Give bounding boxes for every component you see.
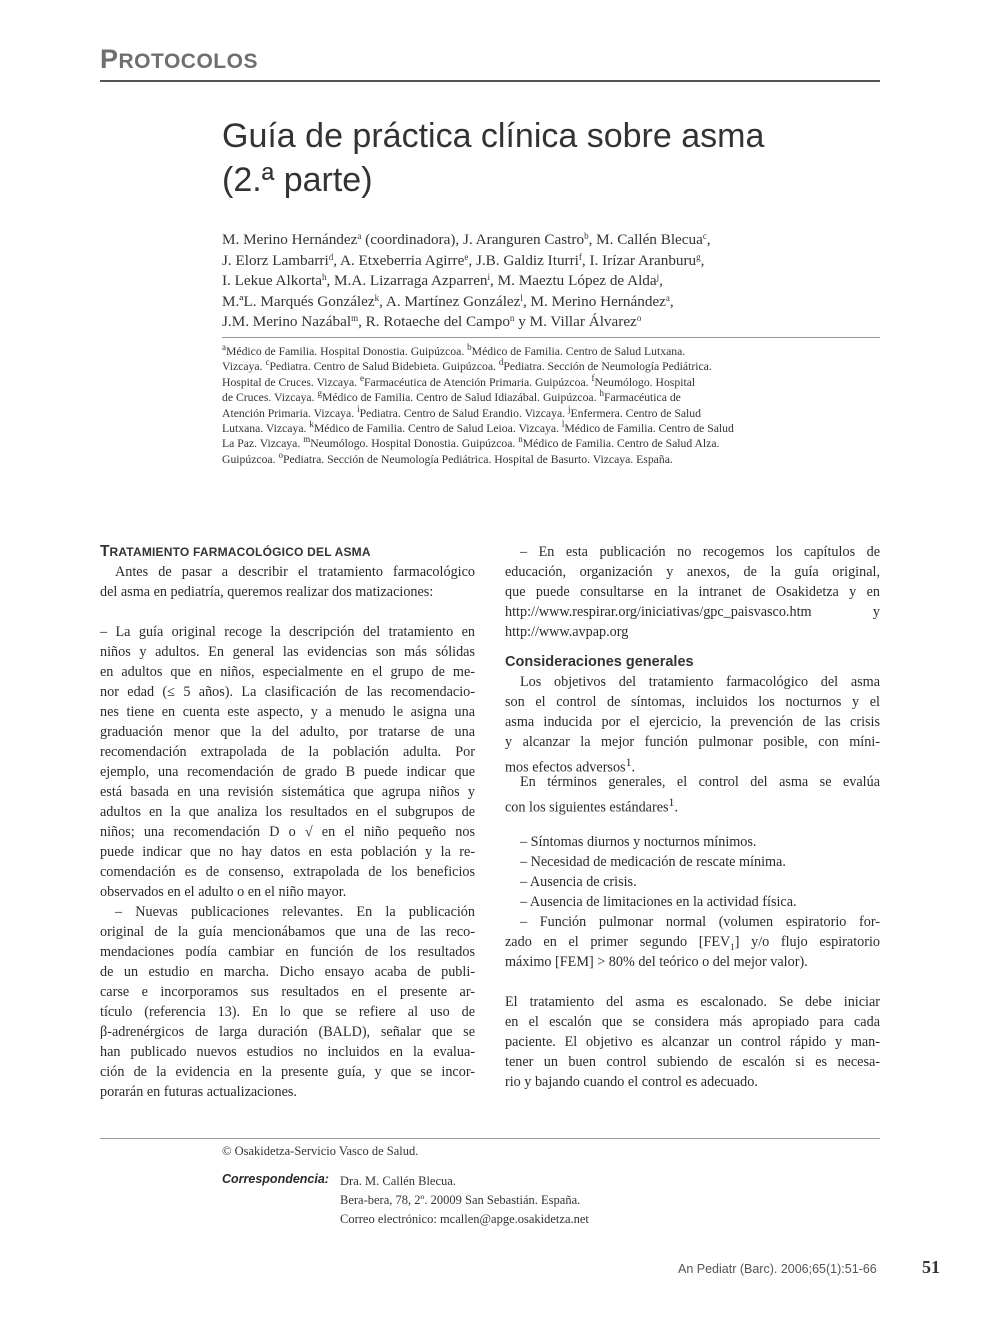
- header-rule: [100, 80, 880, 82]
- section-header-rest: ROTOCOLOS: [118, 50, 258, 73]
- superscript-mark: o: [278, 449, 283, 460]
- superscript-mark: o: [636, 313, 642, 324]
- text-line: rio y bajando cuando el control es adecuado.: [505, 1074, 758, 1090]
- superscript-mark: j: [568, 403, 571, 414]
- superscript-mark: b: [584, 231, 589, 241]
- superscript-mark: m: [303, 434, 311, 445]
- affiliation-line: Guipúzcoa. $^o$Pediatra. Sección de Neumología Pediátrica. Hospital de Basurto. Vizcaya. España.: [222, 449, 673, 466]
- reference-mark: 1: [625, 755, 632, 769]
- text-line: – La guía original recoge la descripción del tratamiento en: [100, 624, 475, 640]
- text-line: educación, organización y anexos, de la guía original,: [505, 564, 880, 580]
- affiliation-line: Lutxana. Vizcaya. $^k$Médico de Familia. Centro de Salud Leioa. Vizcaya. $^l$Médico de Familia. Centro de Salud: [222, 419, 734, 436]
- superscript-mark: l: [520, 292, 523, 303]
- text-line: nes tiene en cuenta este aspecto, y a menudo le asigna una: [100, 704, 475, 720]
- superscript-mark: c: [265, 357, 270, 368]
- title-line-2: (2.ª parte): [222, 161, 373, 199]
- superscript-mark: i: [487, 272, 491, 283]
- superscript-mark: k: [374, 292, 380, 303]
- text-line: de un estudio en marcha. Dicho ensayo acaba de publi-: [100, 964, 475, 980]
- title-line-1: Guía de práctica clínica sobre asma: [222, 117, 765, 155]
- list-item-continuation: máximo [FEM] > 80% del teórico o del mejor valor).: [505, 954, 808, 970]
- superscript-mark: a: [222, 342, 226, 352]
- list-item: – Síntomas diurnos y nocturnos mínimos.: [520, 834, 757, 850]
- superscript-mark: d: [328, 251, 334, 262]
- text-line: graduación menor que la del adulto, por tratarse de una: [100, 724, 475, 740]
- text-line: que puede consultarse en la intranet de Osakidetza y en: [505, 584, 880, 600]
- right-column: [505, 542, 880, 1092]
- text-line: asma inducida por el ejercicio, la prevención de las crisis: [505, 714, 880, 730]
- correspondence-line: Dra. M. Callén Blecua.: [340, 1174, 456, 1188]
- article-title: [222, 114, 862, 202]
- list-item: – Ausencia de crisis.: [520, 874, 637, 890]
- text-line: observados en el adulto o en el niño mayor.: [100, 884, 347, 900]
- text-line: del asma en pediatría, queremos realizar dos matizaciones:: [100, 584, 434, 600]
- superscript-mark: h: [599, 388, 604, 399]
- superscript-mark: j: [656, 272, 660, 283]
- text-line: niños y adultos. En general las evidencias son más sólidas: [100, 644, 475, 660]
- superscript-mark: h: [321, 272, 327, 283]
- text-line: En términos generales, el control del asma se evalúa: [520, 774, 880, 790]
- correspondence-line: Bera-bera, 78, 2º. 20009 San Sebastián. España.: [340, 1193, 581, 1207]
- text-line: y alcanzar la mejor función pulmonar posible, con míni-: [505, 734, 880, 750]
- superscript-mark: l: [561, 419, 565, 430]
- text-line: http://www.respirar.org/iniciativas/gpc_paisvasco.htm y: [505, 604, 880, 620]
- text-line: tículo (referencia 13). En lo que se refiere al uso de: [100, 1004, 475, 1020]
- text-line: en adultos que en niños, especialmente en el grupo de me-: [100, 664, 475, 680]
- superscript-mark: n: [509, 313, 515, 324]
- superscript-mark: d: [498, 357, 504, 368]
- text-line: son el control de síntomas, incluidos los nocturnos y el: [505, 694, 880, 710]
- section-header: [100, 44, 258, 75]
- text-line: β-adrenérgicos de larga duración (BALD), señalar que se: [100, 1024, 475, 1040]
- text-line: en el escalón que se considera más apropiado para cada: [505, 1014, 880, 1030]
- text-line: mendaciones podía cambiar en función de los resultados: [100, 944, 475, 960]
- superscript-mark: f: [591, 372, 595, 383]
- superscript-mark: e: [464, 251, 469, 262]
- standards-list: [505, 832, 880, 972]
- text-line: ción de la evidencia en la presente guía, y que se incor-: [100, 1064, 475, 1080]
- section-heading-general: Consideraciones generales: [505, 654, 694, 670]
- superscript-mark: c: [702, 231, 707, 241]
- author-line: M.ªL. Marqués González$^k$, A. Martínez González$^l$, M. Merino Hernández$^a$,: [222, 292, 674, 310]
- page-number: 51: [922, 1257, 940, 1277]
- left-column: [100, 542, 475, 1102]
- author-line: J.M. Merino Nazábal$^m$, R. Rotaeche del Campo$^n$ y M. Villar Álvarez$^o$: [222, 313, 642, 331]
- author-list: [222, 230, 882, 333]
- text-line: porarán en futuras actualizaciones.: [100, 1084, 297, 1100]
- affiliation-line: de Cruces. Vizcaya. $^g$Médico de Familia. Centro de Salud Idiazábal. Guipúzcoa. $^h$Farmacéutica de: [222, 388, 681, 405]
- text-line: con los siguientes estándares$^1$.: [505, 795, 678, 816]
- affiliation-line: Hospital de Cruces. Vizcaya. $^e$Farmacéutica de Atención Primaria. Guipúzcoa. $^f$Neumólogo. Hospital: [222, 372, 696, 389]
- superscript-mark: b: [467, 342, 472, 352]
- text-line: Antes de pasar a describir el tratamiento farmacológico: [115, 564, 475, 580]
- list-item-continuation: zado en el primer segundo $[FEV_1]$ y/o flujo espiratorio: [505, 934, 880, 952]
- heading-initial: T: [100, 543, 110, 560]
- text-line: tener un buen control subiendo de escalón si es necesa-: [505, 1054, 880, 1070]
- text-line: original de la guía mencionábamos que una de las reco-: [100, 924, 475, 940]
- spacer: [505, 972, 880, 992]
- superscript-mark: n: [518, 434, 523, 445]
- text-line: http://www.avpap.org: [505, 624, 629, 640]
- text-line: adultos en la que analiza los resultados en el subgrupos de: [100, 804, 475, 820]
- text-line: – En esta publicación no recogemos los capítulos de: [520, 544, 880, 560]
- superscript-mark: g: [317, 388, 322, 399]
- correspondence-details: [340, 1172, 589, 1229]
- text-line: niños; una recomendación D o √ en el niño pequeño nos: [100, 824, 475, 840]
- superscript-mark: a: [665, 292, 670, 303]
- text-line: nor edad (≤ 5 años). La clasificación de las recomendacio-: [100, 684, 475, 700]
- text-line: comendación es de consenso, extrapolada de los beneficios: [100, 864, 475, 880]
- paragraph-objectives: [505, 672, 880, 776]
- author-line: I. Lekue Alkorta$^h$, M.A. Lizarraga Azparren$^i$, M. Maeztu López de Alda$^j$,: [222, 272, 663, 290]
- superscript-mark: a: [357, 231, 362, 241]
- superscript-mark: i: [357, 403, 360, 414]
- paragraph-control-standards: [505, 772, 880, 816]
- text-line: está basada en una revisión sistemática que agrupa niños y: [100, 784, 475, 800]
- list-item: – Necesidad de medicación de rescate mínima.: [520, 854, 786, 870]
- section-heading-treatment: [100, 542, 475, 562]
- affiliation-line: La Paz. Vizcaya. $^m$Neumólogo. Hospital Donostia. Guipúzcoa. $^n$Médico de Familia. Centro de Salud Alza.: [222, 434, 720, 451]
- text-line: Los objetivos del tratamiento farmacológico del asma: [520, 674, 880, 690]
- paragraph-original-guide: [100, 622, 475, 902]
- correspondence-line: Correo electrónico: mcallen@apge.osakidetza.net: [340, 1212, 589, 1226]
- subscript-mark: 1: [730, 941, 735, 952]
- superscript-mark: m: [351, 313, 359, 324]
- intro-paragraph: [100, 562, 475, 602]
- superscript-mark: k: [309, 419, 314, 430]
- paragraph-stepwise-treatment: [505, 992, 880, 1092]
- text-line: puede indicar que no hay datos en esta población y la re-: [100, 844, 475, 860]
- superscript-mark: e: [360, 372, 364, 383]
- author-line: J. Elorz Lambarri$^d$, A. Etxeberria Agirre$^e$, J.B. Galdiz Iturri$^f$, I. Irízar Aranburu$^g$,: [222, 251, 705, 269]
- affiliations: [222, 344, 882, 467]
- spacer: [100, 602, 475, 622]
- text-line: paciente. El objetivo es alcanzar un control rápido y man-: [505, 1034, 880, 1050]
- footer-rule: [100, 1138, 880, 1139]
- correspondence-label: Correspondencia:: [222, 1172, 329, 1186]
- text-line: han publicado nuevos estudios no incluidos en la evalua-: [100, 1044, 475, 1060]
- text-line: ejemplo, una recomendación de grado B puede indicar que: [100, 764, 475, 780]
- list-item: – Ausencia de limitaciones en la actividad física.: [520, 894, 797, 910]
- superscript-mark: g: [696, 251, 701, 262]
- superscript-mark: f: [578, 251, 582, 262]
- reference-mark: 1: [668, 795, 675, 809]
- spacer: [505, 642, 880, 652]
- text-line: El tratamiento del asma es escalonado. Se debe iniciar: [505, 994, 880, 1010]
- text-line: recomendación extrapolada de la población adulta. Por: [100, 744, 475, 760]
- author-line: M. Merino Hernández$^a$ (coordinadora), J. Aranguren Castro$^b$, M. Callén Blecua$^c$,: [222, 231, 711, 248]
- copyright-note: © Osakidetza-Servicio Vasco de Salud.: [222, 1144, 419, 1158]
- affiliations-rule: [222, 337, 880, 338]
- journal-citation: An Pediatr (Barc). 2006;65(1):51-66: [678, 1262, 877, 1276]
- heading-rest: RATAMIENTO FARMACOLÓGICO DEL ASMA: [109, 545, 371, 559]
- affiliation-line: Vizcaya. $^c$Pediatra. Centro de Salud Bidebieta. Guipúzcoa. $^d$Pediatra. Sección de Neumología Pediátrica.: [222, 357, 712, 374]
- section-header-initial: P: [100, 44, 119, 74]
- text-line: – Nuevas publicaciones relevantes. En la publicación: [115, 904, 475, 920]
- text-line: carse e incorporamos sus resultados en el presente ar-: [100, 984, 475, 1000]
- text-line: mos efectos adversos$^1$.: [505, 755, 636, 776]
- affiliation-line: Atención Primaria. Vizcaya. $^i$Pediatra. Centro de Salud Erandio. Vizcaya. $^j$Enfermera. Centro de Salud: [222, 403, 701, 420]
- paragraph-publication-scope: [505, 542, 880, 642]
- list-item: – Función pulmonar normal (volumen espiratorio for-: [520, 914, 880, 930]
- paragraph-new-publications: [100, 902, 475, 1102]
- affiliation-line: $^a$Médico de Familia. Hospital Donostia. Guipúzcoa. $^b$Médico de Familia. Centro de Salud Lutxana.: [222, 342, 686, 358]
